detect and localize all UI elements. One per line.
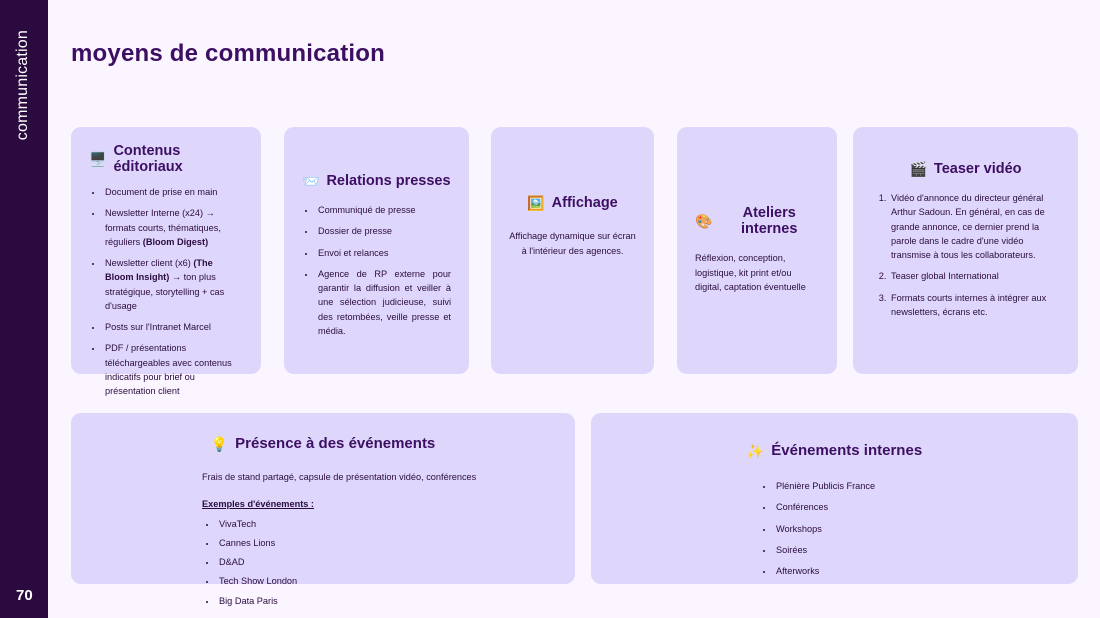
list-item: • Newsletter client (x6) (The Bloom Insight) → ton plus stratégique, storytelling + cas d'usage — [103, 256, 243, 313]
card-body: Réflexion, conception, logistique, kit print et/ou digital, captation éventuelle — [695, 253, 806, 293]
card-header — [89, 435, 557, 452]
list-item: • Tech Show London — [217, 574, 557, 588]
card-relations-presses — [284, 127, 469, 374]
list-item: • Newsletter Interne (x24) → formats courts, thématiques, réguliers (Bloom Digest) — [103, 206, 243, 249]
page-title: moyens de communication — [71, 40, 385, 67]
card-presence-evenements — [71, 413, 575, 606]
page-number: 70 — [16, 587, 33, 604]
list-item: • Cannes Lions — [217, 536, 557, 550]
editorial-list — [103, 185, 243, 398]
list-item: • Afterworks — [774, 564, 1060, 578]
card-header — [89, 143, 243, 175]
internal-events-list — [774, 479, 1060, 578]
envelope-icon: 📨 — [302, 173, 320, 189]
list-item: • Soirées — [774, 543, 1060, 557]
card-teaser-video — [853, 127, 1078, 374]
card-contenus-editoriaux — [71, 127, 261, 396]
list-item: • PDF / présentations téléchargeables avec contenus indicatifs pour brief ou présentation client — [103, 341, 243, 398]
framed-picture-icon: 🖼️ — [527, 195, 545, 211]
card-title: Présence à des événements — [235, 435, 436, 452]
card-title: Événements internes — [771, 442, 923, 459]
card-title: Teaser vidéo — [933, 161, 1022, 177]
list-item: 1. Vidéo d'annonce du directeur général Arthur Sadoun. En général, en cas de grande annonce, ce dernier prend la parole dans le cadre d'une vidéo transmise à tous les collaborateurs. — [889, 191, 1060, 262]
list-item: • Plénière Publicis France — [774, 479, 1060, 493]
list-item: • Workshops — [774, 522, 1060, 536]
list-item: • Posts sur l'Intranet Marcel — [103, 320, 243, 334]
desktop-computer-icon: 🖥️ — [89, 151, 107, 167]
card-title: Ateliers internes — [741, 205, 798, 237]
card-title: Contenus éditoriaux — [113, 143, 183, 175]
card-body: Affichage dynamique sur écran à l'intérieur des agences. — [509, 231, 636, 256]
list-item: • Dossier de presse — [316, 224, 451, 238]
rp-list — [316, 203, 451, 338]
card-evenements-internes — [591, 413, 1078, 584]
list-item: • D&AD — [217, 555, 557, 569]
teaser-list — [889, 191, 1060, 319]
card-title: Affichage — [551, 195, 618, 211]
list-item: 2. Teaser global International — [889, 269, 1060, 283]
list-item: • Communiqué de presse — [316, 203, 451, 217]
list-item: • Document de prise en main — [103, 185, 243, 199]
list-item: 3. Formats courts internes à intégrer aux newsletters, écrans etc. — [889, 291, 1060, 320]
card-title: Relations presses — [326, 173, 451, 189]
list-item: • VivaTech — [217, 517, 557, 531]
sidebar-label-wrap — [14, 30, 32, 230]
examples-title: Exemples d'événements : — [202, 498, 314, 509]
card-header — [695, 205, 819, 237]
card-affichage — [491, 127, 654, 374]
palette-icon: 🎨 — [695, 213, 713, 229]
sidebar-section-label: communication — [14, 30, 31, 141]
light-bulb-icon: 💡 — [210, 435, 229, 452]
card-header — [302, 165, 451, 189]
sparkles-icon: ✨ — [746, 442, 765, 459]
card-ateliers-internes — [677, 127, 837, 374]
card-header — [871, 161, 1060, 177]
list-item: • Big Data Paris — [217, 594, 557, 608]
clapper-board-icon: 🎬 — [909, 161, 927, 177]
list-item: • Envoi et relances — [316, 246, 451, 260]
card-header — [509, 195, 636, 211]
list-item: • Agence de RP externe pour garantir la diffusion et veiller à une sélection judicieuse, suivi des retombées, veille presse et média. — [316, 267, 451, 338]
list-item: • Conférences — [774, 500, 1060, 514]
card-header — [609, 442, 1060, 459]
card-body: Frais de stand partagé, capsule de présentation vidéo, conférences — [202, 472, 477, 482]
examples-list — [217, 517, 557, 608]
